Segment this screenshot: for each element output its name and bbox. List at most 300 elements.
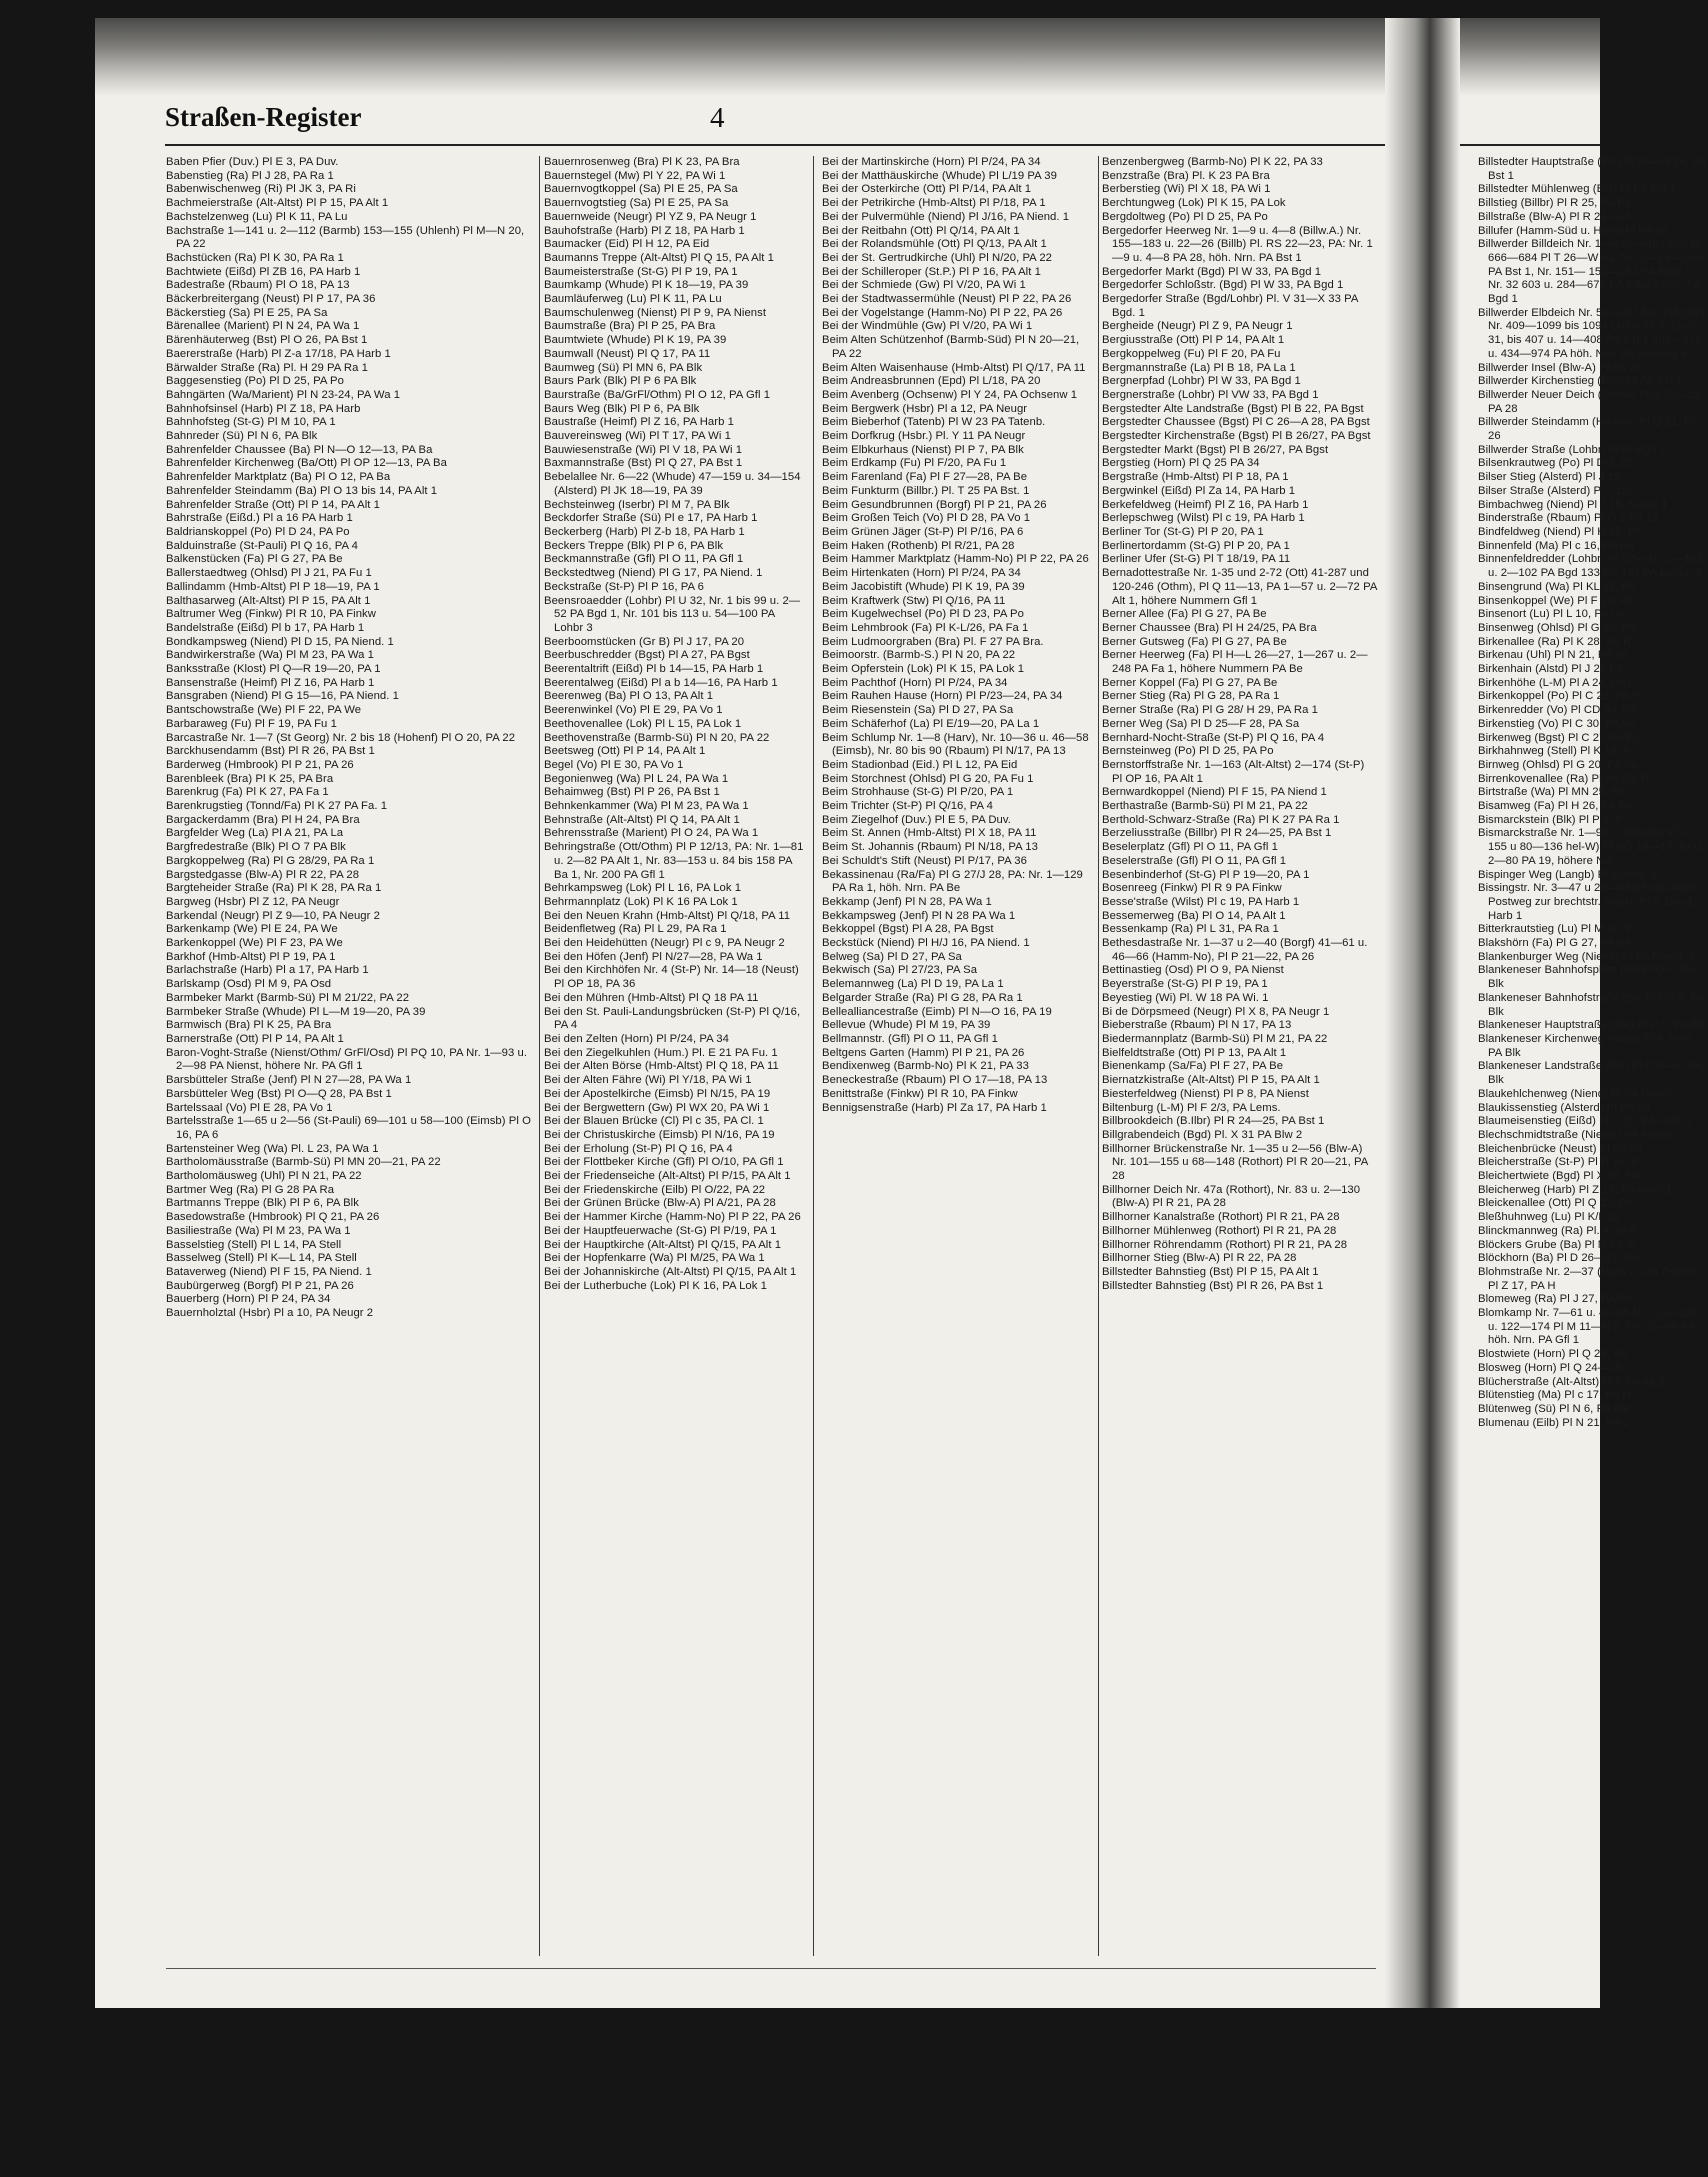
street-entry: Bei der Friedenskirche (Eilb) Pl O/22, PA 22 (544, 1183, 766, 1196)
street-entry: Bäckerbreitergang (Neust) Pl P 17, PA 36 (166, 293, 376, 306)
street-entry: Birnweg (Ohlsd) Pl G 20, PA Fu (1478, 758, 1638, 771)
street-entry: Bindfeldweg (Niend) Pl H 15, PA (1478, 525, 1642, 538)
street-entry: Bergstedter Chaussee (Bgst) Pl C 26—A 28, PA Bgst (1102, 416, 1370, 429)
street-entry: Bergheide (Neugr) Pl Z 9, PA Neugr 1 (1102, 320, 1293, 333)
street-entry: Billwerder Billdeich Nr. 1—6 2—646 (Blw) Nr. 666—684 Pl T 26—W 31, Nr. 1—1 8—146 PA Bst 1, Nr. 151— 152—282 PA Billw 1, Nr. 32 603 u. 284—676 PA Billw 3 Nrn. PA Bgd 1 (1478, 238, 1706, 306)
street-entry: Baggesenstieg (Po) Pl D 25, PA Po (166, 375, 344, 388)
street-entry: Baurs Weg (Blk) Pl P 6, PA Blk (544, 402, 700, 415)
street-entry: Bergedorfer Heerweg Nr. 1—9 u. 4—8 (Billw.A.) Nr. 155—183 u. 22—26 (Billb) Pl. RS 22—23, PA: Nr. 1—9 u. 4—8 PA 28, höh. Nrn. PA Bst 1 (1102, 224, 1373, 264)
street-entry: Bei der Windmühle (Gw) Pl V/20, PA Wi 1 (822, 320, 1033, 333)
bottom-rule (166, 1968, 1376, 1969)
street-entry: Bauernrosenweg (Bra) Pl K 23, PA Bra (544, 156, 740, 168)
street-entry: Beim Stadionbad (Eid.) Pl L 12, PA Eid (822, 758, 1018, 771)
street-entry: Berliner Ufer (St-G) Pl T 18/19, PA 11 (1102, 553, 1291, 566)
street-entry: Blechschmidtstraße (Nienst) PA Nienst (1478, 1128, 1674, 1141)
street-entry: Beim Bieberhof (Tatenb) Pl W 23 PA Tatenb. (822, 416, 1046, 429)
street-entry: Basselstieg (Stell) Pl L 14, PA Stell (166, 1238, 342, 1251)
column-divider (539, 156, 540, 1956)
street-entry: Bartmer Weg (Ra) Pl G 28 PA Ra (166, 1183, 335, 1196)
street-entry: Barkhof (Hmb-Altst) Pl P 19, PA 1 (166, 950, 336, 963)
street-entry: Bekassinenau (Ra/Fa) Pl G 27/J 28, PA: Nr. 1—129 PA Ra 1, höh. Nrn. PA Be (822, 868, 1083, 895)
street-entry: Bei der Matthäuskirche (Whude) Pl L/19 PA 39 (822, 169, 1057, 182)
street-entry: Bei den Neuen Krahn (Hmb-Altst) Pl Q/18, PA 11 (544, 909, 791, 922)
street-entry: Bahrenfelder Marktplatz (Ba) Pl O 12, PA Ba (166, 471, 391, 484)
street-entry: Barenkrug (Fa) Pl K 27, PA Fa 1 (166, 786, 329, 799)
street-entry: Birrenkovenallee (Ra) Pl JH 29, R (1478, 772, 1650, 785)
street-entry: Beim Schlump Nr. 1—8 (Harv), Nr. 10—36 u. 46—58 (Eimsb), Nr. 80 bis 90 (Rbaum) Pl N/17, PA 13 (822, 731, 1089, 758)
street-entry: Beim St. Annen (Hmb-Altst) Pl X 18, PA 11 (822, 827, 1037, 840)
street-entry: Billwerder Insel (Blw-A) Pl PA 28 (1478, 361, 1643, 374)
street-entry: Beerbuschredder (Bgst) Pl A 27, PA Bgst (544, 649, 750, 662)
street-entry: Bauvereinsweg (Wi) Pl T 17, PA Wi 1 (544, 430, 731, 443)
street-entry: Billwerder Steindamm (Hmbroo Pl Q 21, PA 26 (1478, 416, 1698, 443)
street-entry: Bergnerpfad (Lohbr) Pl W 33, PA Bgd 1 (1102, 375, 1301, 388)
street-entry: Behrmannplatz (Lok) Pl K 16 PA Lok 1 (544, 895, 738, 908)
street-entry: Birkenredder (Vo) Pl CD 30, PA (1478, 704, 1637, 717)
street-entry: Bergnerstraße (Lohbr) Pl VW 33, PA Bgd 1 (1102, 388, 1319, 401)
street-entry: Blankeneser Bahnhofstraße (Blk Pl OP 6, PA Blk (1478, 991, 1705, 1018)
street-entry: Bandwirkerstraße (Wa) Pl M 23, PA Wa 1 (166, 649, 375, 662)
street-entry: Beim Erdkamp (Fu) Pl F/20, PA Fu 1 (822, 457, 1007, 470)
street-entry: Bei den Höfen (Jenf) Pl N/27—28, PA Wa 1 (544, 950, 763, 963)
street-entry: Barenkrugstieg (Tonnd/Fa) Pl K 27 PA Fa. 1 (166, 800, 388, 813)
street-entry: Bahnreder (Sü) Pl N 6, PA Blk (166, 430, 318, 443)
street-entry: Beim Strohhause (St-G) Pl P/20, PA 1 (822, 786, 1014, 799)
street-entry: Bandelstraße (Eißd) Pl b 17, PA Harb 1 (166, 621, 365, 634)
street-entry: Bargteheider Straße (Ra) Pl K 28, PA Ra 1 (166, 882, 382, 895)
street-entry: Babenstieg (Ra) Pl J 28, PA Ra 1 (166, 169, 334, 182)
street-entry: Beim Kugelwechsel (Po) Pl D 23, PA Po (822, 608, 1024, 621)
street-entry: Bondkampsweg (Niend) Pl D 15, PA Niend. 1 (166, 635, 394, 648)
street-entry: Binsenort (Lu) Pl L 10, PA Lu (1478, 608, 1624, 621)
street-column-2 (544, 156, 806, 1966)
page-number: 4 (710, 102, 725, 134)
street-entry: Barenbleek (Bra) Pl K 25, PA Bra (166, 772, 334, 785)
column-divider (813, 156, 814, 1956)
street-entry: Beim Jacobistift (Whude) Pl K 19, PA 39 (822, 580, 1025, 593)
street-entry: Berthold-Schwarz-Straße (Ra) Pl K 27 PA Ra 1 (1102, 813, 1340, 826)
street-entry: Bergstraße (Hmb-Altst) Pl P 18, PA 1 (1102, 471, 1289, 484)
street-entry: Baurs Park (Blk) Pl P 6 PA Blk (544, 375, 697, 388)
street-entry: Barmbeker Straße (Whude) Pl L—M 19—20, PA 39 (166, 1005, 426, 1018)
street-entry: Belemannweg (La) Pl D 19, PA La 1 (822, 978, 1004, 991)
street-entry: Binderstraße (Rbaum) Pl O 1 PA 13 (1478, 512, 1659, 525)
street-entry: Begonienweg (Wa) Pl L 24, PA Wa 1 (544, 772, 729, 785)
street-entry: Berner Allee (Fa) Pl G 27, PA Be (1102, 608, 1267, 621)
street-entry: Billbrookdeich (B.Ilbr) Pl R 24—25, PA Bst 1 (1102, 1115, 1325, 1128)
street-entry: Balduinstraße (St-Pauli) Pl Q 16, PA 4 (166, 539, 358, 552)
street-entry: Bei den Heidehütten (Neugr) Pl c 9, PA Neugr 2 (544, 937, 785, 950)
street-entry: Bei der Lutherbuche (Lok) Pl K 16, PA Lok 1 (544, 1279, 767, 1292)
street-entry: Bergedorfer Markt (Bgd) Pl W 33, PA Bgd 1 (1102, 265, 1322, 278)
street-entry: Badestraße (Rbaum) Pl O 18, PA 13 (166, 279, 350, 292)
street-entry: Berner Heerweg (Fa) Pl H—L 26—27, 1—267 u. 2—248 PA Fa 1, höhere Nummern PA Be (1102, 649, 1368, 676)
street-entry: Bismarckstein (Blk) Pl P 5, P (1478, 813, 1623, 826)
street-entry: Bei der Schmiede (Gw) Pl V/20, PA Wi 1 (822, 279, 1026, 292)
street-entry: Beerenweg (Ba) Pl O 13, PA Alt 1 (544, 690, 714, 703)
street-entry: Bei den St. Pauli-Landungsbrücken (St-P) Pl Q/16, PA 4 (544, 1005, 801, 1032)
street-entry: Baldrianskoppel (Po) Pl D 24, PA Po (166, 525, 350, 538)
street-entry: Bergmannstraße (La) Pl B 18, PA La 1 (1102, 361, 1296, 374)
street-entry: Bargstedgasse (Blw-A) Pl R 22, PA 28 (166, 868, 360, 881)
street-entry: Basedowstraße (Hmbrook) Pl Q 21, PA 26 (166, 1211, 380, 1224)
street-entry: Beim Alten Waisenhause (Hmb-Altst) Pl Q/17, PA 11 (822, 361, 1086, 374)
street-entry: Billstedter Bahnstieg (Bst) Pl R 26, PA Bst 1 (1102, 1279, 1324, 1292)
street-entry: Bergdoltweg (Po) Pl D 25, PA Po (1102, 210, 1268, 223)
street-entry: Beim Elbkurhaus (Nienst) Pl P 7, PA Blk (822, 443, 1024, 456)
street-entry: Bei der Vogelstange (Hamm-No) Pl P 22, PA 26 (822, 306, 1063, 319)
street-entry: Bei der Osterkirche (Ott) Pl P/14, PA Alt 1 (822, 183, 1032, 196)
street-entry: Bieberstraße (Rbaum) Pl N 17, PA 13 (1102, 1019, 1292, 1032)
street-entry: Bernwardkoppel (Niend) Pl F 15, PA Niend 1 (1102, 786, 1327, 799)
street-entry: Blakshörn (Fa) Pl G 27, PA Be (1478, 937, 1632, 950)
street-entry: Bartholomäusweg (Uhl) Pl N 21, PA 22 (166, 1170, 362, 1183)
street-entry: Bleicherstraße (St-P) Pl P 16, P (1478, 1156, 1639, 1169)
street-entry: Bahrenfelder Kirchenweg (Ba/Ott) Pl OP 12—13, PA Ba (166, 457, 447, 470)
street-entry: Bergwinkel (Eißd) Pl Za 14, PA Harb 1 (1102, 484, 1296, 497)
street-entry: Birkenhöhe (L-M) Pl A 24, PA L (1478, 676, 1635, 689)
street-entry: Berner Weg (Sa) Pl D 25—F 28, PA Sa (1102, 717, 1300, 730)
street-entry: Bei der Erholung (St-P) Pl Q 16, PA 4 (544, 1142, 733, 1155)
street-entry: Bargkoppelweg (Ra) Pl G 28/29, PA Ra 1 (166, 854, 375, 867)
street-entry: Bei der Hopfenkarre (Wa) Pl M/25, PA Wa 1 (544, 1252, 765, 1265)
street-entry: Bekwisch (Sa) Pl 27/23, PA Sa (822, 964, 978, 977)
street-entry: Baumstraße (Bra) Pl P 25, PA Bra (544, 320, 716, 333)
street-entry: Bernstorffstraße Nr. 1—163 (Alt-Altst) 2—174 (St-P) Pl OP 16, PA Alt 1 (1102, 758, 1365, 785)
street-entry: Baben Pfier (Duv.) Pl E 3, PA Duv. (166, 156, 339, 168)
street-entry: Beim Trichter (St-P) Pl Q/16, PA 4 (822, 800, 993, 813)
street-entry: Blaukehlchenweg (Niend) Pl PA Niend (1478, 1087, 1672, 1100)
street-entry: Bergedorfer Schloßstr. (Bgd) Pl W 33, PA Bgd 1 (1102, 279, 1344, 292)
street-entry: Beerentaltrift (Eißd) Pl b 14—15, PA Harb 1 (544, 663, 764, 676)
street-entry: Baumweg (Sü) Pl MN 6, PA Blk (544, 361, 703, 374)
street-entry: Blaumeisenstieg (Eißd) Pl b 15, PA Harb 1 (1478, 1115, 1693, 1128)
street-entry: Bei der Reitbahn (Ott) Pl Q/14, PA Alt 1 (822, 224, 1020, 237)
street-entry: Beim Pachthof (Horn) Pl P/24, PA 34 (822, 676, 1008, 689)
street-entry: Bergkoppelweg (Fu) Pl F 20, PA Fu (1102, 347, 1281, 360)
street-entry: Beyestieg (Wi) Pl. W 18 PA Wi. 1 (1102, 991, 1269, 1004)
street-entry: Berthastraße (Barmb-Sü) Pl M 21, PA 22 (1102, 800, 1308, 813)
street-entry: Barnerstraße (Ott) Pl P 14, PA Alt 1 (166, 1033, 344, 1045)
street-entry: Baron-Voght-Straße (Nienst/Othm/ GrFl/Osd) Pl PQ 10, PA Nr. 1—93 u. 2—98 PA Nienst, höhere Nr. PA Gfl 1 (166, 1046, 528, 1073)
street-entry: Bessenkamp (Ra) Pl L 31, PA Ra 1 (1102, 923, 1279, 936)
street-entry: Barkendal (Neugr) Pl Z 9—10, PA Neugr 2 (166, 909, 380, 922)
street-entry: Birkenhain (Alstd) Pl J 20 PA (1478, 663, 1624, 676)
street-entry: Barcastraße Nr. 1—7 (St Georg) Nr. 2 bis 18 (Hohenf) Pl O 20, PA 22 (166, 731, 516, 744)
street-entry: Berberstieg (Wi) Pl X 18, PA Wi 1 (1102, 183, 1271, 196)
street-entry: Berner Koppel (Fa) Pl G 27, PA Be (1102, 676, 1278, 689)
street-entry: Barsbütteler Weg (Bst) Pl O—Q 28, PA Bst 1 (166, 1087, 392, 1100)
street-entry: Babenwischenweg (Ri) Pl JK 3, PA Ri (166, 183, 356, 196)
street-entry: Bilsenkrautweg (Po) Pl D-E 23, (1478, 457, 1636, 470)
street-entry: Beneckestraße (Rbaum) Pl O 17—18, PA 13 (822, 1074, 1048, 1087)
street-entry: Bekkamp (Jenf) Pl N 28, PA Wa 1 (822, 895, 992, 908)
street-entry: Billgrabendeich (Bgd) Pl. X 31 PA Blw 2 (1102, 1128, 1303, 1141)
street-entry: Berliner Tor (St-G) Pl P 20, PA 1 (1102, 525, 1264, 538)
street-entry: Bartmanns Treppe (Blk) Pl P 6, PA Blk (166, 1197, 359, 1210)
street-entry: Berner Stieg (Ra) Pl G 28, PA Ra 1 (1102, 690, 1280, 703)
street-entry: Blöckers Grube (Ba) Pl N 13, P (1478, 1238, 1636, 1251)
street-entry: Belgarder Straße (Ra) Pl G 28, PA Ra 1 (822, 991, 1023, 1004)
street-entry: Birkenallee (Ra) Pl K 28, PA R (1478, 635, 1632, 648)
street-entry: Birkenstieg (Vo) Pl C 30, PA Vo (1478, 717, 1636, 730)
street-entry: Berner Straße (Ra) Pl G 28/ H 29, PA Ra 1 (1102, 704, 1318, 717)
street-entry: Blankeneser Hauptstraße (Blk) Pl P 6, PA Blk (1478, 1019, 1707, 1032)
scan-shadow (95, 18, 1600, 96)
street-entry: Bartelssaal (Vo) Pl E 28, PA Vo 1 (166, 1101, 333, 1114)
street-column-1 (166, 156, 536, 1966)
street-entry: Bei der Pulvermühle (Niend) Pl J/16, PA Niend. 1 (822, 210, 1070, 223)
street-entry: Biernatzkistraße (Alt-Altst) Pl P 15, PA Alt 1 (1102, 1074, 1320, 1087)
street-entry: Bansenstraße (Heimf) Pl Z 16, PA Harb 1 (166, 676, 375, 689)
street-entry: Beim Avenberg (Ochsenw) Pl Y 24, PA Ochsenw 1 (822, 388, 1078, 401)
street-entry: Baumkamp (Whude) Pl K 18—19, PA 39 (544, 279, 749, 292)
street-entry: Ballerstaedtweg (Ohlsd) Pl J 21, PA Fu 1 (166, 567, 372, 580)
street-entry: Bei der Flottbeker Kirche (Gfl) Pl O/10, PA Gfl 1 (544, 1156, 784, 1169)
street-entry: Billhorner Mühlenweg (Rothort) Pl R 21, PA 28 (1102, 1224, 1337, 1237)
street-entry: Bei der Alten Fähre (Wi) Pl Y/18, PA Wi 1 (544, 1074, 752, 1087)
register-page (95, 18, 1707, 2008)
street-entry: Benzenbergweg (Barmb-No) Pl K 22, PA 33 (1102, 156, 1323, 168)
street-entry: Beimoorstr. (Barmb-S.) Pl N 20, PA 22 (822, 649, 1016, 662)
street-entry: Billwerder Straße (Lohbr) Pl W Bgd 1 (1478, 443, 1666, 456)
street-entry: Beim Ludmoorgraben (Bra) Pl. F 27 PA Bra. (822, 635, 1044, 648)
street-entry: Bei der St. Gertrudkirche (Uhl) Pl N/20, PA 22 (822, 251, 1053, 264)
street-entry: Bahngärten (Wa/Marient) Pl N 23-24, PA Wa 1 (166, 388, 401, 401)
street-entry: Billhorner Stieg (Blw-A) Pl R 22, PA 28 (1102, 1252, 1297, 1265)
street-entry: Bispinger Weg (Langb) Pl d Harb. 1 (1478, 868, 1658, 881)
street-entry: Bleßhuhnweg (Lu) Pl K/L 11, (1478, 1211, 1623, 1224)
street-entry: Bei der Blauen Brücke (Cl) Pl c 35, PA Cl. 1 (544, 1115, 764, 1128)
street-entry: Behrkampsweg (Lok) Pl L 16, PA Lok 1 (544, 882, 742, 895)
street-entry: Bachstraße 1—141 u. 2—112 (Barmb) 153—155 (Uhlenh) Pl M—N 20, PA 22 (166, 224, 525, 251)
street-entry: Besenbinderhof (St-G) Pl P 19—20, PA 1 (1102, 868, 1310, 881)
street-entry: Bärenhäuterweg (Bst) Pl O 26, PA Bst 1 (166, 334, 368, 347)
street-entry: Bernadottestraße Nr. 1-35 und 2-72 (Ott) 41-287 und 120-246 (Othm), Pl Q 11—13, PA 1—57 u. 2—72 PA Alt 1, höhere Nummern Gfl 1 (1102, 567, 1377, 607)
street-entry: Bantschowstraße (We) Pl F 22, PA We (166, 704, 362, 717)
street-entry: Baumläuferweg (Lu) Pl K 11, PA Lu (544, 293, 722, 306)
street-entry: Ballindamm (Hmb-Altst) Pl P 18—19, PA 1 (166, 580, 380, 593)
street-entry: Bellealliancestraße (Eimb) Pl N—O 16, PA 19 (822, 1005, 1052, 1018)
street-column-3 (822, 156, 1095, 1966)
street-entry: Bernsteinweg (Po) Pl D 25, PA Po (1102, 745, 1274, 758)
street-entry: Billhorner Deich Nr. 47a (Rothort), Nr. 83 u. 2—130 (Blw-A) Pl R 21, PA 28 (1102, 1183, 1361, 1210)
street-entry: Bauernstegel (Mw) Pl Y 22, PA Wi 1 (544, 169, 726, 182)
street-entry: Barlachstraße (Harb) Pl a 17, PA Harb 1 (166, 964, 369, 977)
street-entry: Bauernvogtstieg (Sa) Pl E 25, PA Sa (544, 197, 729, 210)
street-entry: Bei der Petrikirche (Hmb-Altst) Pl P/18, PA 1 (822, 197, 1046, 210)
street-entry: Bei den Kirchhöfen Nr. 4 (St-P) Nr. 14—18 (Neust) Pl OP 18, PA 36 (544, 964, 799, 991)
street-entry: Basiliestraße (Wa) Pl M 23, PA Wa 1 (166, 1224, 351, 1237)
street-entry: Beim Grünen Jäger (St-P) Pl P/16, PA 6 (822, 525, 1024, 538)
street-entry: Bethesdastraße Nr. 1—37 u 2—40 (Borgf) 41—61 u. 46—66 (Hamm-No), Pl P 21—22, PA 26 (1102, 937, 1368, 963)
street-entry: Biedermannplatz (Barmb-Sü) Pl M 21, PA 22 (1102, 1033, 1328, 1045)
street-entry: Begel (Vo) Pl E 30, PA Vo 1 (544, 758, 684, 771)
street-entry: Beltgens Garten (Hamm) Pl P 21, PA 26 (822, 1046, 1025, 1059)
street-entry: Bei der Martinskirche (Horn) Pl P/24, PA 34 (822, 156, 1041, 168)
street-entry: Beim Opferstein (Lok) Pl K 15, PA Lok 1 (822, 663, 1025, 676)
street-entry: Billwerder Elbdeich Nr. 5a—407 bis 408 (Mfl) Nr. 409—1099 bis 1094 (Allm) Pl S 23—Y 31, bis 407 u. 14—408 PA Bst 1 409—975 u. 434—974 PA höh. Nrn. PA Neueng 4 (1478, 306, 1705, 360)
street-entry: Beim Hirtenkaten (Horn) Pl P/24, PA 34 (822, 567, 1021, 580)
street-entry: Bernhard-Nocht-Straße (St-P) Pl Q 16, PA 4 (1102, 731, 1325, 744)
street-entry: Blankenburger Weg (Niend) Pl PA Niend. 1 (1478, 950, 1695, 963)
street-entry: Bahnhofsinsel (Harb) Pl Z 18, PA Harb (166, 402, 361, 415)
street-entry: Behringstraße (Ott/Othm) Pl P 12/13, PA: Nr. 1—81 u. 2—82 PA Alt 1, Nr. 83—153 u. 84 bis 158 PA Ba 1, Nr. 200 PA Gfl 1 (544, 841, 804, 881)
street-entry: Bienenkamp (Sa/Fa) Pl F 27, PA Be (1102, 1060, 1284, 1073)
street-entry: Bergstedter Alte Landstraße (Bgst) Pl B 22, PA Bgst (1102, 402, 1364, 415)
street-entry: Benzstraße (Bra) Pl. K 23 PA Bra (1102, 169, 1270, 182)
street-entry: Blaukissenstieg (Alsterd) Pl PA 39 (1478, 1101, 1650, 1114)
street-entry: Baumanns Treppe (Alt-Altst) Pl Q 15, PA Alt 1 (544, 251, 774, 264)
street-entry: Barkenkamp (We) Pl E 24, PA We (166, 923, 338, 936)
street-entry: Bahrstraße (Eißd.) Pl a 16 PA Harb 1 (166, 512, 353, 525)
street-entry: Beim St. Johannis (Rbaum) Pl N/18, PA 13 (822, 841, 1038, 854)
street-entry: Beckstedtweg (Niend) Pl G 17, PA Niend. 1 (544, 567, 763, 580)
street-entry: Bauernvogtkoppel (Sa) Pl E 25, PA Sa (544, 183, 738, 196)
street-entry: Bleicherweg (Harb) Pl Z 17, PA Harb 1 (1478, 1183, 1673, 1196)
street-entry: Beim Hammer Marktplatz (Hamm-No) Pl P 22, PA 26 (822, 553, 1089, 566)
street-entry: Bäckerstieg (Sa) Pl E 25, PA Sa (166, 306, 328, 319)
street-entry: Bosenreeg (Finkw) Pl R 9 PA Finkw (1102, 882, 1282, 895)
street-entry: Bahrenfelder Straße (Ott) Pl P 14, PA Alt 1 (166, 498, 380, 511)
street-entry: Birkenkoppel (Po) Pl C 23, PA P (1478, 690, 1641, 703)
street-entry: Barlskamp (Osd) Pl M 9, PA Osd (166, 978, 332, 991)
street-entry: Bettinastieg (Osd) Pl O 9, PA Nienst (1102, 964, 1284, 977)
street-entry: Beim Bergwerk (Hsbr) Pl a 12, PA Neugr (822, 402, 1028, 415)
street-entry: Bei der Hammer Kirche (Hamm-No) Pl P 22, PA 26 (544, 1211, 801, 1224)
street-entry: Bei den Zelten (Horn) Pl P/24, PA 34 (544, 1033, 729, 1045)
street-entry: Berzeliusstraße (Billbr) Pl R 24—25, PA Bst 1 (1102, 827, 1332, 840)
street-entry: Beim Ziegelhof (Duv.) Pl E 5, PA Duv. (822, 813, 1011, 826)
street-entry: Blostwiete (Horn) Pl Q 25, PA (1478, 1348, 1628, 1361)
street-entry: Bei den Mühren (Hmb-Altst) Pl Q 18 PA 11 (544, 991, 759, 1004)
street-entry: Bahnhofsteg (St-G) Pl M 10, PA 1 (166, 416, 336, 429)
street-entry: Bei der Bergwettern (Gw) Pl WX 20, PA Wi 1 (544, 1101, 770, 1114)
street-entry: Berlepschweg (Wilst) Pl c 19, PA Harb 1 (1102, 512, 1305, 525)
street-entry: Billstraße (Blw-A) Pl R 21—23, (1478, 210, 1634, 223)
street-entry: Beerentalweg (Eißd) Pl a b 14—16, PA Harb 1 (544, 676, 778, 689)
street-entry: Beim Gesundbrunnen (Borgf) Pl P 21, PA 26 (822, 498, 1047, 511)
street-entry: Baumeisterstraße (St-G) Pl P 19, PA 1 (544, 265, 738, 278)
street-entry: Binsenkoppel (We) Pl F 23, PA (1478, 594, 1635, 607)
street-entry: Baumschulenweg (Nienst) Pl P 9, PA Nienst (544, 306, 767, 319)
street-entry: Beerboomstücken (Gr B) Pl J 17, PA 20 (544, 635, 745, 648)
street-entry: Beim Rauhen Hause (Horn) Pl P/23—24, PA 34 (822, 690, 1063, 703)
street-entry: Billwerder Neuer Deich (Rothor Pl R 20—21, PA 28 (1478, 388, 1704, 415)
street-entry: Beckers Treppe (Blk) Pl P 6, PA Blk (544, 539, 724, 552)
street-entry: Beim Haken (Rothenb) Pl R/21, PA 28 (822, 539, 1015, 552)
street-entry: Bargfelder Weg (La) Pl A 21, PA La (166, 827, 344, 840)
street-entry: Bansgraben (Niend) Pl G 15—16, PA Niend. 1 (166, 690, 399, 703)
street-entry: Bisamweg (Fa) Pl H 26, PA Fa (1478, 800, 1632, 813)
street-entry: Beethovenstraße (Barmb-Sü) Pl N 20, PA 22 (544, 731, 770, 744)
street-entry: Bei der Hauptkirche (Alt-Altst) Pl Q/15, PA Alt 1 (544, 1238, 782, 1251)
street-entry: Birtstraße (Wa) Pl MN 25, PA (1478, 786, 1626, 799)
street-entry: Blankeneser Kirchenweg (Niens Pl P 7—8, PA Blk (1478, 1033, 1695, 1059)
street-entry: Beim Lehmbrook (Fa) Pl K-L/26, PA Fa 1 (822, 621, 1029, 634)
street-entry: Beckerberg (Harb) Pl Z-b 18, PA Harb 1 (544, 525, 745, 538)
street-entry: Birkenau (Uhl) Pl N 21, PA 24 (1478, 649, 1628, 662)
street-entry: Barmbeker Markt (Barmb-Sü) Pl M 21/22, PA 22 (166, 991, 410, 1004)
street-entry: Bessemerweg (Ba) Pl O 14, PA Alt 1 (1102, 909, 1286, 922)
street-entry: Belweg (Sa) Pl D 27, PA Sa (822, 950, 962, 963)
street-entry: Bauerberg (Horn) Pl P 24, PA 34 (166, 1293, 331, 1306)
street-entry: Bauhofstraße (Harb) Pl Z 18, PA Harb 1 (544, 224, 745, 237)
street-entry: Bartensteiner Weg (Wa) Pl. L 23, PA Wa 1 (166, 1142, 379, 1155)
street-entry: Birkenweg (Bgst) Pl C 27 PA Bg (1478, 731, 1640, 744)
street-entry: Baltrumer Weg (Finkw) Pl R 10, PA Finkw (166, 608, 376, 621)
street-entry: Bachstücken (Ra) Pl K 30, PA Ra 1 (166, 251, 344, 264)
street-entry: Blücherstraße (Alt-Altst) Pl P PA Alt 1 (1478, 1375, 1666, 1388)
street-entry: Biesterfeldweg (Nienst) Pl P 8, PA Nienst (1102, 1087, 1309, 1100)
street-entry: Berlinertordamm (St-G) Pl P 20, PA 1 (1102, 539, 1290, 552)
street-entry: Beim Alten Schützenhof (Barmb-Süd) Pl N 20—21, PA 22 (822, 334, 1080, 360)
street-entry: Baxmannstraße (Bst) Pl Q 27, PA Bst 1 (544, 457, 743, 470)
street-entry: Baumacker (Eid) Pl H 12, PA Eid (544, 238, 710, 251)
street-entry: Beetsweg (Ott) Pl P 14, PA Alt 1 (544, 745, 706, 758)
street-entry: Bei der Rolandsmühle (Ott) Pl Q/13, PA Alt 1 (822, 238, 1047, 251)
street-entry: Bei der Grünen Brücke (Blw-A) Pl A/21, PA 28 (544, 1197, 776, 1210)
street-entry: Billstedter Hauptstraße (Bst) Pl 25—R 26, PA Bst 1 (1478, 156, 1707, 182)
street-entry: Bei Schuldt's Stift (Neust) Pl P/17, PA 36 (822, 854, 1027, 867)
street-entry: Baubürgerweg (Borgf) Pl P 21, PA 26 (166, 1279, 354, 1292)
street-entry: Bataverweg (Niend) Pl F 15, PA Niend. 1 (166, 1265, 372, 1278)
street-entry: Beensroaedder (Lohbr) Pl U 32, Nr. 1 bis 99 u. 2—52 PA Bgd 1, Nr. 101 bis 113 u. 54—100 PA Lohbr 3 (544, 594, 801, 634)
street-entry: Bargackerdamm (Bra) Pl H 24, PA Bra (166, 813, 360, 826)
street-entry: Blinckmannweg (Ra) Pl. K 30 P (1478, 1224, 1638, 1237)
street-entry: Bei der Friedenseiche (Alt-Altst) Pl P/15, PA Alt 1 (544, 1170, 791, 1183)
page-title: Straßen-Register (165, 102, 362, 132)
street-entry: Biltenburg (L-M) Pl F 2/3, PA Lems. (1102, 1101, 1281, 1114)
street-entry: Bartelsstraße 1—65 u 2—56 (St-Pauli) 69—101 u 58—100 (Eimsb) Pl O 16, PA 6 (166, 1115, 531, 1141)
street-entry: Besse'straße (Wilst) Pl c 19, PA Harb 1 (1102, 895, 1300, 908)
street-entry: Barderweg (Hmbrook) Pl P 21, PA 26 (166, 758, 354, 771)
street-entry: Bechsteinweg (Iserbr) Pl M 7, PA Blk (544, 498, 730, 511)
street-entry: Basselweg (Stell) Pl K—L 14, PA Stell (166, 1252, 357, 1265)
street-entry: Bellmannstr. (Gfl) Pl O 11, PA Gfl 1 (822, 1033, 998, 1045)
street-entry: Beselerstraße (Gfl) Pl O 11, PA Gfl 1 (1102, 854, 1287, 867)
street-entry: Barmwisch (Bra) Pl K 25, PA Bra (166, 1019, 332, 1032)
street-entry: Bielfeldtstraße (Ott) Pl P 13, PA Alt 1 (1102, 1046, 1287, 1059)
street-entry: Barbaraweg (Fu) Pl F 19, PA Fu 1 (166, 717, 337, 730)
street-entry: Benittstraße (Finkw) Pl R 10, PA Finkw (822, 1087, 1018, 1100)
street-entry: Baustraße (Heimf) Pl Z 16, PA Harb 1 (544, 416, 734, 429)
street-entry: Bargfredestraße (Blk) Pl O 7 PA Blk (166, 841, 346, 854)
street-entry: Billstedter Mühlenweg (Bst) Pl PA Bst 1 (1478, 183, 1677, 196)
street-entry: Beim Funkturm (Billbr.) Pl. T 25 PA Bst. 1 (822, 484, 1030, 497)
street-entry: Bahrenfelder Steindamm (Ba) Pl O 13 bis 14, PA Alt 1 (166, 484, 438, 497)
street-entry: Behrensstraße (Marient) Pl O 24, PA Wa 1 (544, 827, 759, 840)
street-entry: Bei der Alten Börse (Hmb-Altst) Pl Q 18, PA 11 (544, 1060, 779, 1073)
street-entry: Blomeweg (Ra) Pl J 27, PA Ra (1478, 1293, 1633, 1306)
street-entry: Billhorner Kanalstraße (Rothort) Pl R 21, PA 28 (1102, 1211, 1340, 1224)
street-entry: Bennigsenstraße (Harb) Pl Za 17, PA Harb 1 (822, 1101, 1047, 1114)
street-entry: Behnkenkammer (Wa) Pl M 23, PA Wa 1 (544, 800, 749, 813)
street-entry: Bahrenfelder Chaussee (Ba) Pl N—O 12—13, PA Ba (166, 443, 433, 456)
street-entry: Bauernweide (Neugr) Pl YZ 9, PA Neugr 1 (544, 210, 757, 223)
book-gutter (1385, 18, 1460, 2008)
street-entry: Bei den Ziegelkuhlen (Hum.) Pl. E 21 PA Fu. 1 (544, 1046, 778, 1059)
street-entry: Baumtwiete (Whude) Pl K 19, PA 39 (544, 334, 727, 347)
street-column-4 (1102, 156, 1377, 1966)
street-entry: Beselerplatz (Gfl) Pl O 11, PA Gfl 1 (1102, 841, 1278, 854)
street-entry: Billstedter Bahnstieg (Bst) Pl P 15, PA Alt 1 (1102, 1265, 1319, 1278)
street-entry: Bei der Hauptfeuerwache (St-G) Pl P/19, PA 1 (544, 1224, 777, 1237)
street-entry: Berner Gutsweg (Fa) Pl G 27, PA Be (1102, 635, 1287, 648)
street-entry: Bauernholztal (Hsbr) Pl a 10, PA Neugr 2 (166, 1307, 374, 1320)
street-entry: Beim Farenland (Fa) Pl F 27—28, PA Be (822, 471, 1028, 484)
street-entry: Bargweg (Hsbr) Pl Z 12, PA Neugr (166, 895, 340, 908)
